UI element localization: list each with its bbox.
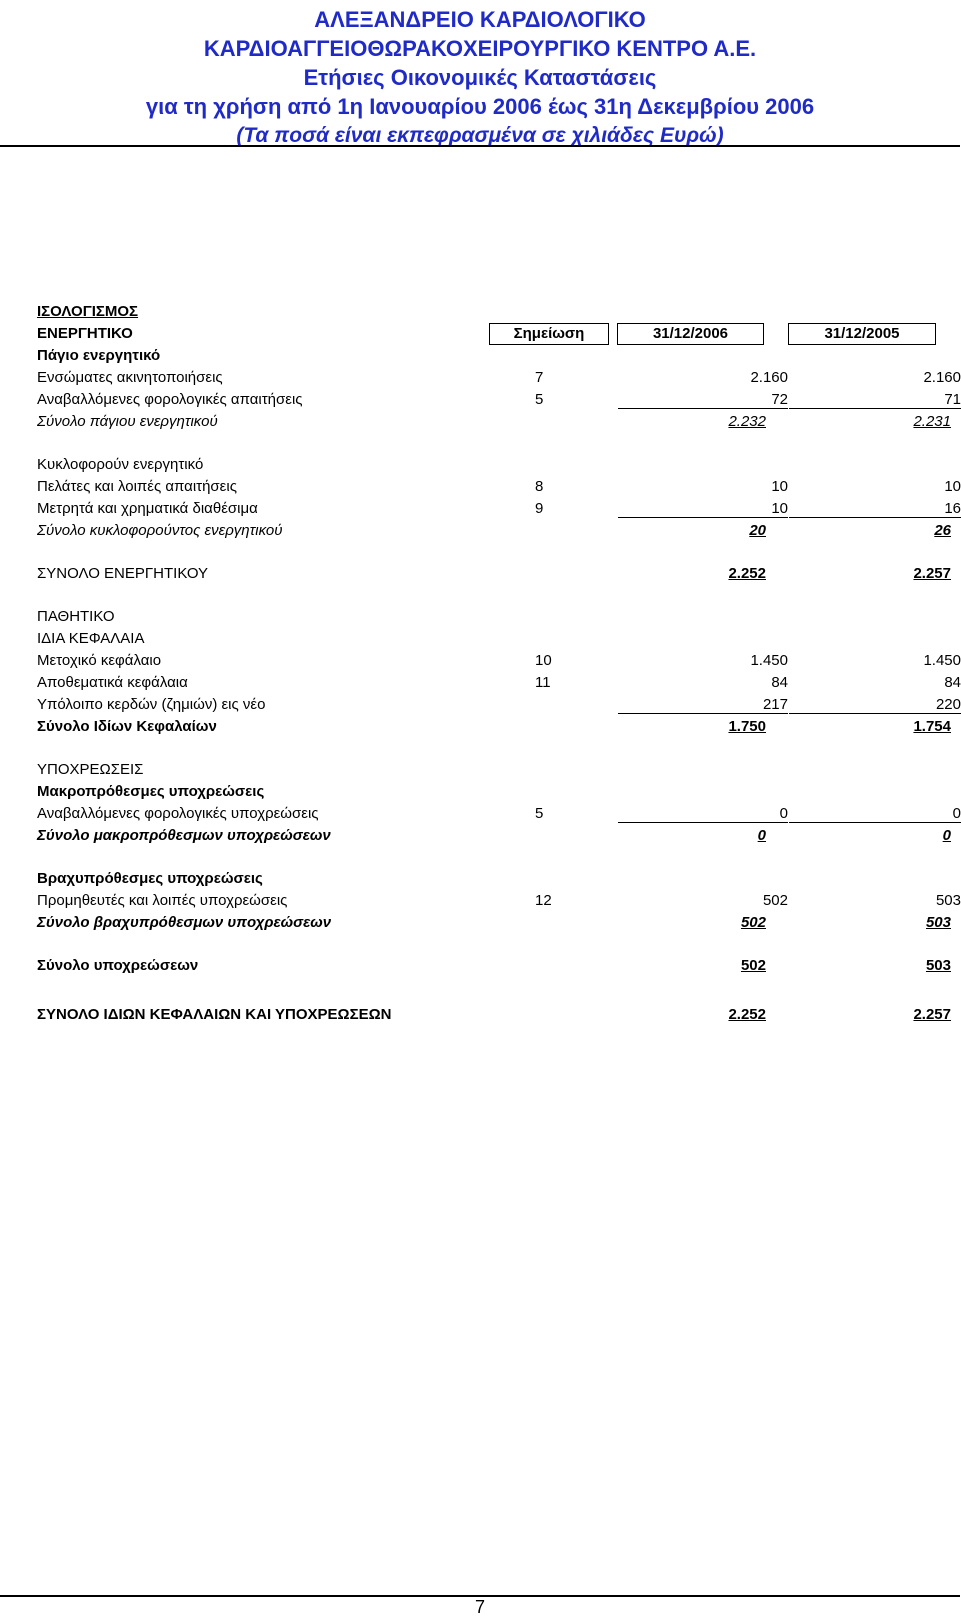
balance-sheet-title: ΙΣΟΛΟΓΙΣΜΟΣ	[37, 303, 139, 320]
obligations-title-row	[37, 759, 937, 781]
noncurrent-title-row	[37, 345, 937, 367]
column-header-note: Σημείωση	[489, 323, 609, 345]
table-row	[37, 650, 961, 672]
row-note: 12	[535, 892, 552, 909]
assets-title: ΕΝΕΡΓΗΤΙΚΟ	[37, 325, 133, 342]
period-line: για τη χρήση από 1η Ιανουαρίου 2006 έως 31η Δεκεμβρίου 2006	[145, 94, 815, 119]
row-label: Μετρητά και χρηματικά διαθέσιμα	[37, 500, 258, 517]
company-name-line1: ΑΛΕΞΑΝΔΡΕΙΟ ΚΑΡΔΙΟΛΟΓΙΚΟ	[314, 7, 646, 32]
noncurrent-title: Πάγιο ενεργητικό	[37, 347, 161, 364]
row-note: 5	[535, 391, 544, 408]
row-note: 7	[535, 369, 544, 386]
document-header	[0, 0, 960, 150]
value-2005: 2.160	[923, 369, 961, 386]
row-label: Σύνολο κυκλοφορούντος ενεργητικού	[37, 522, 283, 539]
value-2006: 2.232	[728, 413, 766, 430]
value-2005: 0	[789, 805, 961, 823]
row-label: Σύνολο πάγιου ενεργητικού	[37, 413, 218, 430]
row-label: Μετοχικό κεφάλαιο	[37, 652, 162, 669]
lt-title-row	[37, 781, 937, 803]
value-2005: 84	[944, 674, 961, 691]
subtotal-row	[37, 520, 951, 542]
value-2005: 71	[789, 391, 961, 409]
value-2005: 16	[789, 500, 961, 518]
value-2005: 1.450	[923, 652, 961, 669]
value-2006: 502	[740, 914, 766, 931]
total-row	[37, 563, 951, 585]
table-row	[37, 890, 961, 912]
value-2006: 20	[749, 522, 766, 539]
value-2006: 1.750	[728, 718, 766, 735]
row-label: Ενσώματες ακινητοποιήσεις	[37, 369, 223, 386]
value-2006: 0	[618, 805, 788, 823]
table-row	[37, 498, 961, 520]
subtotal-row	[37, 716, 951, 738]
value-2005: 2.257	[913, 1006, 951, 1023]
row-label: Υπόλοιπο κερδών (ζημιών) εις νέο	[37, 696, 266, 713]
value-2005: 2.257	[913, 565, 951, 582]
value-2005: 503	[925, 914, 951, 931]
equity-title-row	[37, 628, 937, 650]
row-label: Σύνολο Ιδίων Κεφαλαίων	[37, 718, 217, 735]
row-label: Αναβαλλόμενες φορολογικές υποχρεώσεις	[37, 805, 319, 822]
row-note: 10	[535, 652, 552, 669]
subtotal-row	[37, 411, 951, 433]
subtotal-row	[37, 912, 951, 934]
st-title-row	[37, 868, 937, 890]
value-2005: 26	[934, 522, 951, 539]
row-label: Σύνολο βραχυπρόθεσμων υποχρεώσεων	[37, 914, 332, 931]
equity-title: ΙΔΙΑ ΚΕΦΑΛΑΙΑ	[37, 630, 145, 647]
value-2006: 10	[618, 500, 788, 518]
value-2006: 2.252	[728, 1006, 766, 1023]
table-row	[37, 672, 961, 694]
value-2006: 1.450	[750, 652, 788, 669]
value-2006: 2.252	[728, 565, 766, 582]
current-title: Κυκλοφορούν ενεργητικό	[37, 456, 204, 473]
table-row	[37, 476, 961, 498]
value-2006: 217	[618, 696, 788, 714]
value-2005: 503	[935, 892, 961, 909]
liabilities-title-row	[37, 606, 937, 628]
value-2006: 502	[740, 957, 766, 974]
value-2006: 84	[771, 674, 788, 691]
value-2005: 10	[944, 478, 961, 495]
subtotal-row	[37, 825, 951, 847]
value-2005: 503	[925, 957, 951, 974]
current-title-row	[37, 454, 937, 476]
balance-sheet	[37, 301, 961, 1026]
balance-sheet-title-row	[37, 301, 937, 323]
row-label: Αποθεματικά κεφάλαια	[37, 674, 188, 691]
table-row	[37, 803, 961, 825]
lt-title: Μακροπρόθεσμες υποχρεώσεις	[37, 783, 265, 800]
liabilities-title: ΠΑΘΗΤΙΚΟ	[37, 608, 115, 625]
row-label: Αναβαλλόμενες φορολογικές απαιτήσεις	[37, 391, 303, 408]
row-note: 8	[535, 478, 544, 495]
row-note: 5	[535, 805, 544, 822]
st-title: Βραχυπρόθεσμες υποχρεώσεις	[37, 870, 263, 887]
value-2006: 2.160	[750, 369, 788, 386]
table-row	[37, 694, 961, 716]
value-2005: 0	[942, 827, 951, 844]
obligations-title: ΥΠΟΧΡΕΩΣΕΙΣ	[37, 761, 144, 778]
table-row	[37, 389, 961, 411]
header-divider	[0, 145, 960, 147]
statements-title: Ετήσιες Οικονομικές Καταστάσεις	[303, 65, 657, 90]
row-label: Πελάτες και λοιπές απαιτήσεις	[37, 478, 237, 495]
row-label: Σύνολο μακροπρόθεσμων υποχρεώσεων	[37, 827, 331, 844]
currency-note: (Τα ποσά είναι εκπεφρασμένα σε χιλιάδες Ευρώ)	[236, 124, 724, 147]
grand-total-row	[37, 1004, 951, 1026]
row-label: ΣΥΝΟΛΟ ΕΝΕΡΓΗΤΙΚΟΥ	[37, 565, 209, 582]
table-row	[37, 367, 961, 389]
total-row	[37, 955, 951, 977]
value-2005: 2.231	[913, 413, 951, 430]
value-2006: 0	[757, 827, 766, 844]
value-2005: 220	[789, 696, 961, 714]
row-label: ΣΥΝΟΛΟ ΙΔΙΩΝ ΚΕΦΑΛΑΙΩΝ ΚΑΙ ΥΠΟΧΡΕΩΣΕΩΝ	[37, 1006, 392, 1023]
row-note: 11	[535, 674, 551, 691]
value-2006: 10	[771, 478, 788, 495]
column-header-2006: 31/12/2006	[617, 323, 764, 345]
row-label: Σύνολο υποχρεώσεων	[37, 957, 199, 974]
row-note: 9	[535, 500, 544, 517]
page-number: 7	[474, 1597, 485, 1617]
value-2006: 502	[762, 892, 788, 909]
assets-header-row	[37, 323, 937, 345]
row-label: Προμηθευτές και λοιπές υποχρεώσεις	[37, 892, 288, 909]
value-2006: 72	[618, 391, 788, 409]
company-name-line2: ΚΑΡΔΙΟΑΓΓΕΙΟΘΩΡΑΚΟΧΕΙΡΟΥΡΓΙΚΟ ΚΕΝΤΡΟ Α.Ε.	[203, 36, 757, 61]
column-header-2005: 31/12/2005	[788, 323, 936, 345]
value-2005: 1.754	[913, 718, 951, 735]
